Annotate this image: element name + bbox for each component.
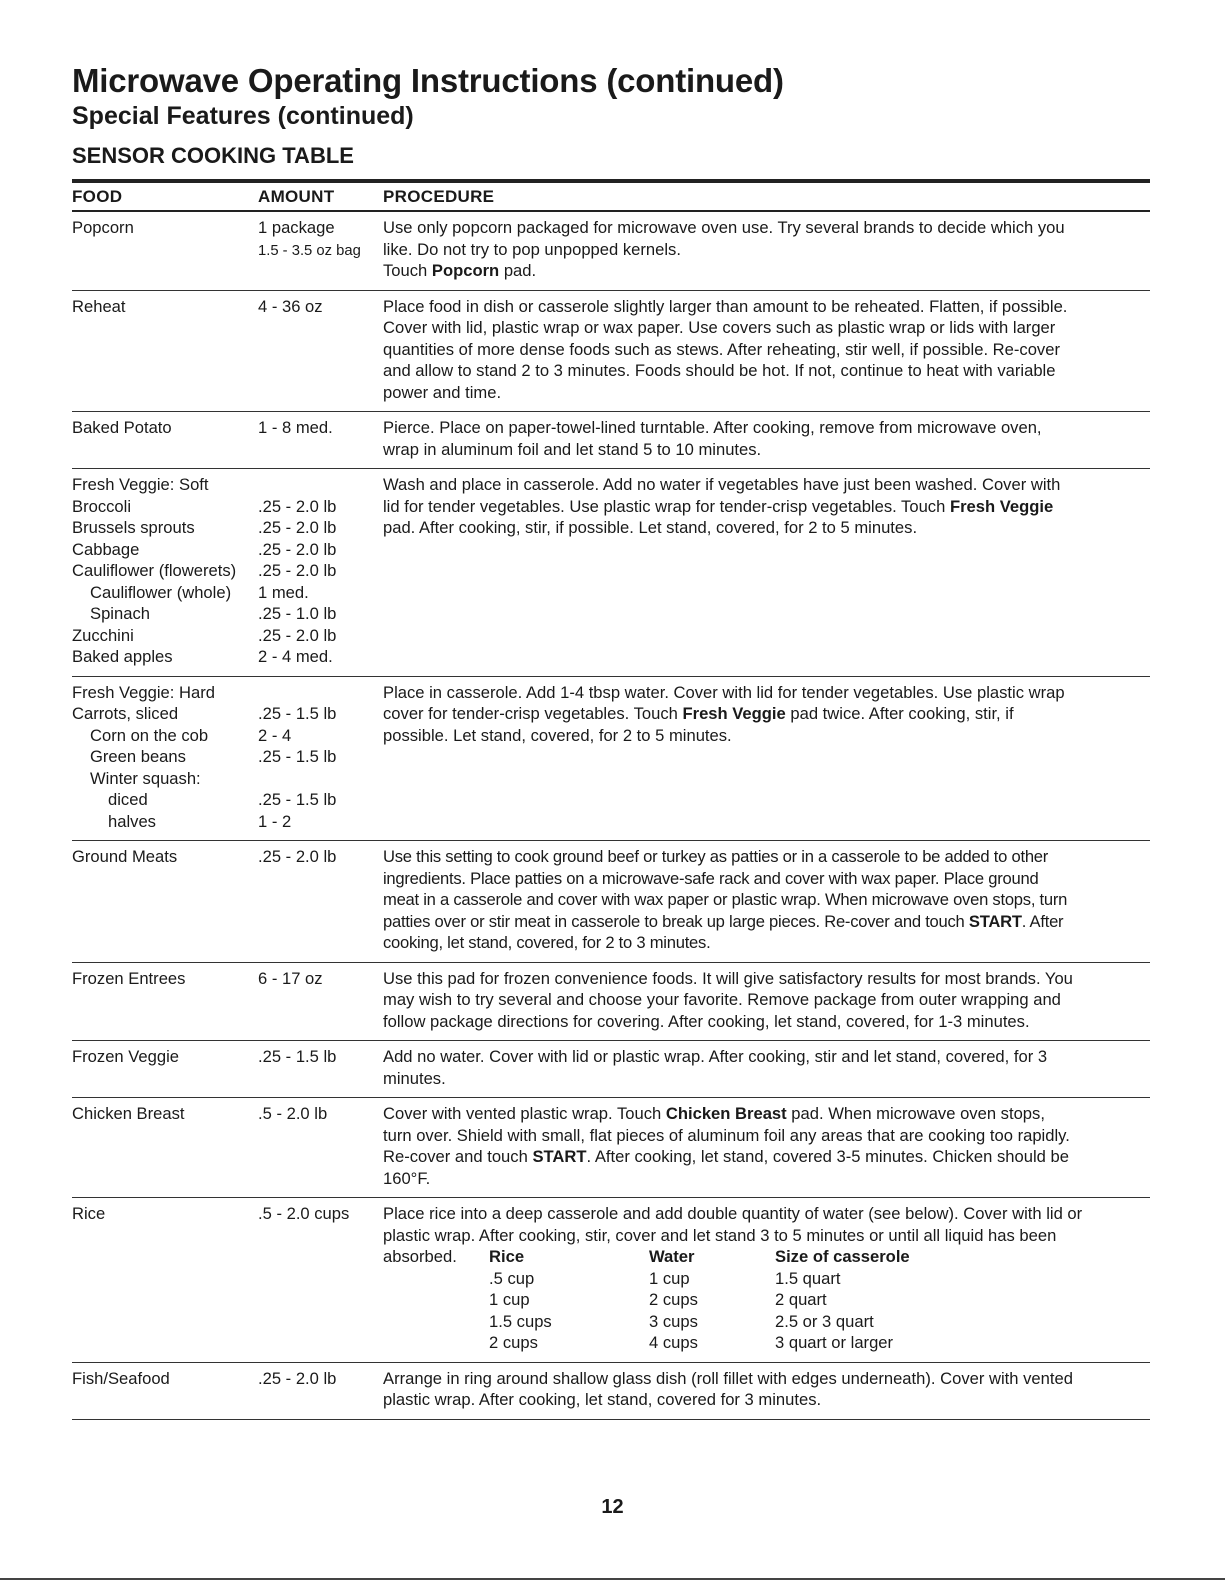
- rice-table-header: [383, 1246, 1150, 1268]
- food-name: Brussels sprouts: [72, 518, 195, 537]
- food-name: Baked Potato: [72, 418, 172, 437]
- procedure-line: ingredients. Place patties on a microwave-safe rack and cover with wax paper. Place ground: [383, 868, 1039, 888]
- amount: .5 - 2.0 lb: [258, 1104, 328, 1123]
- column-header-amount: AMOUNT: [258, 186, 335, 206]
- table-row-frozen-entrees: [72, 963, 1150, 1042]
- page-number: 12: [601, 1496, 624, 1518]
- casserole-size: 2 quart: [775, 1290, 827, 1309]
- rice-table-row: [383, 1289, 1150, 1311]
- procedure-line: Place food in dish or casserole slightly larger than amount to be reheated. Flatten, if possible.: [383, 296, 1068, 316]
- bottom-divider: [0, 1578, 1225, 1580]
- section-title: SENSOR COOKING TABLE: [72, 143, 354, 168]
- procedure-line: quantities of more dense foods such as stews. After reheating, stir well, if possible. Re-cover: [383, 339, 1060, 359]
- manual-page: [72, 62, 1150, 1420]
- procedure-line: minutes.: [383, 1068, 446, 1088]
- casserole-size: 2.5 or 3 quart: [775, 1311, 874, 1331]
- procedure-line: turn over. Shield with small, flat pieces of aluminum foil any areas that are cooking too rapidly.: [383, 1125, 1070, 1145]
- food-name: Rice: [72, 1204, 106, 1223]
- amount: .25 - 1.5 lb: [258, 790, 337, 809]
- table-row-rice: [72, 1198, 1150, 1363]
- start-pad-label: START: [968, 911, 1022, 931]
- table-row-baked-potato: [72, 412, 1150, 469]
- food-name: Frozen Entrees: [72, 968, 186, 988]
- procedure-line: Use this setting to cook ground beef or turkey as patties or in a casserole to be added to other: [383, 847, 1049, 866]
- amount: .25 - 2.0 lb: [258, 1368, 337, 1388]
- table-row-fish-seafood: [72, 1363, 1150, 1420]
- procedure-line: possible. Let stand, covered, for 2 to 5 minutes.: [383, 725, 732, 745]
- casserole-size: 3 quart or larger: [775, 1333, 894, 1352]
- rice-amount: .5 cup: [489, 1268, 535, 1288]
- rice-table-row: [383, 1311, 1150, 1333]
- procedure-line: follow package directions for covering. After cooking, let stand, covered, for 1-3 minutes.: [383, 1011, 1030, 1031]
- amount: [258, 474, 383, 496]
- amount: .25 - 1.5 lb: [258, 747, 337, 766]
- amount: [258, 768, 383, 790]
- rice-column-header: Rice: [489, 1247, 525, 1266]
- food-name: Ground Meats: [72, 847, 178, 866]
- amount: .25 - 1.5 lb: [258, 1047, 337, 1066]
- procedure-line: plastic wrap. After cooking, stir, cover and let stand 3 to 5 minutes or until all liquid has been: [383, 1225, 1057, 1245]
- amount: .25 - 2.0 lb: [258, 561, 337, 580]
- table-row-frozen-veggie: [72, 1041, 1150, 1098]
- table-row-fresh-veggie-hard: [72, 677, 1150, 842]
- procedure-line: Place rice into a deep casserole and add double quantity of water (see below). Cover with lid or: [383, 1204, 1083, 1223]
- amount: .25 - 2.0 lb: [258, 518, 337, 537]
- amount: 1 - 8 med.: [258, 418, 333, 437]
- amount: .25 - 1.5 lb: [258, 704, 337, 723]
- procedure-line: wrap in aluminum foil and let stand 5 to 10 minutes.: [383, 439, 762, 459]
- amount: 1 package: [258, 218, 335, 237]
- casserole-column-header: Size of casserole: [775, 1247, 910, 1266]
- food-name: Cauliflower (whole): [90, 582, 232, 602]
- page-subtitle: Special Features (continued): [72, 102, 414, 130]
- table-row-fresh-veggie-soft: [72, 469, 1150, 677]
- food-name: Frozen Veggie: [72, 1047, 180, 1066]
- procedure-line: Cover with lid, plastic wrap or wax paper. Use covers such as plastic wrap or lids with larger: [383, 318, 1056, 337]
- procedure-line: Cover with vented plastic wrap. Touch Chicken Breast pad. When microwave oven stops,: [383, 1104, 1045, 1123]
- fresh-veggie-pad-label: Fresh Veggie: [682, 704, 786, 723]
- procedure-line: plastic wrap. After cooking, let stand, covered for 3 minutes.: [383, 1390, 822, 1409]
- popcorn-pad-label: Popcorn: [431, 261, 500, 280]
- procedure-line: absorbed.: [383, 1247, 457, 1266]
- amount: 2 - 4 med.: [258, 647, 333, 666]
- water-amount: 2 cups: [649, 1290, 698, 1309]
- procedure-line: lid for tender vegetables. Use plastic wrap for tender-crisp vegetables. Touch Fresh Veggie: [383, 496, 1054, 516]
- start-pad-label: START: [532, 1147, 587, 1166]
- rice-table-row: [383, 1268, 1150, 1290]
- amount: .25 - 2.0 lb: [258, 847, 337, 866]
- procedure-line: and allow to stand 2 to 3 minutes. Foods should be hot. If not, continue to heat with variable: [383, 361, 1056, 380]
- rice-amount: 2 cups: [489, 1333, 538, 1352]
- food-name: diced: [108, 790, 148, 809]
- amount: .25 - 2.0 lb: [258, 539, 337, 559]
- water-amount: 1 cup: [649, 1268, 690, 1288]
- food-name: Winter squash:: [90, 768, 201, 788]
- water-amount: 4 cups: [649, 1333, 698, 1352]
- amount: 4 - 36 oz: [258, 296, 323, 316]
- table-row-ground-meats: [72, 841, 1150, 963]
- chicken-breast-pad-label: Chicken Breast: [665, 1104, 787, 1123]
- procedure-line: Use only popcorn packaged for microwave oven use. Try several brands to decide which you: [383, 218, 1065, 237]
- food-name: Fish/Seafood: [72, 1368, 170, 1388]
- procedure-line: cooking, let stand, covered, for 2 to 3 minutes.: [383, 933, 711, 952]
- food-name: Fresh Veggie: Hard: [72, 682, 215, 702]
- casserole-size: 1.5 quart: [775, 1268, 841, 1288]
- procedure-line: Re-cover and touch START. After cooking, let stand, covered 3-5 minutes. Chicken should be: [383, 1147, 1069, 1166]
- amount: 6 - 17 oz: [258, 968, 323, 988]
- water-column-header: Water: [649, 1247, 695, 1266]
- water-amount: 3 cups: [649, 1311, 698, 1331]
- procedure-line: Place in casserole. Add 1-4 tbsp water. Cover with lid for tender vegetables. Use plastic wrap: [383, 682, 1065, 702]
- procedure-line: Add no water. Cover with lid or plastic wrap. After cooking, stir and let stand, covered, for 3: [383, 1047, 1048, 1066]
- food-name: Corn on the cob: [90, 725, 209, 745]
- amount: .5 - 2.0 cups: [258, 1204, 350, 1223]
- amount: .25 - 1.0 lb: [258, 604, 337, 623]
- food-name: Spinach: [90, 604, 150, 623]
- food-name: Broccoli: [72, 496, 132, 516]
- amount: 1 - 2: [258, 811, 292, 831]
- procedure-line: pad. After cooking, stir, if possible. Let stand, covered, for 2 to 5 minutes.: [383, 518, 918, 537]
- amount: 1.5 - 3.5 oz bag: [258, 242, 361, 259]
- amount: .25 - 2.0 lb: [258, 496, 337, 516]
- procedure-line: Wash and place in casserole. Add no water if vegetables have just been washed. Cover with: [383, 475, 1061, 494]
- column-header-food: FOOD: [72, 186, 123, 206]
- column-header-procedure: PROCEDURE: [383, 186, 495, 206]
- amount: .25 - 2.0 lb: [258, 625, 337, 645]
- food-name: Zucchini: [72, 625, 134, 645]
- food-name: Cauliflower (flowerets): [72, 561, 237, 580]
- procedure-line: power and time.: [383, 382, 502, 402]
- rice-amount: 1 cup: [489, 1290, 530, 1309]
- food-name: Cabbage: [72, 539, 140, 559]
- procedure-line: cover for tender-crisp vegetables. Touch Fresh Veggie pad twice. After cooking, stir, if: [383, 704, 1014, 723]
- table-header: [72, 179, 1150, 212]
- food-name: Popcorn: [72, 218, 134, 237]
- procedure-line: Touch Popcorn pad.: [383, 261, 537, 280]
- food-name: Fresh Veggie: Soft: [72, 475, 209, 494]
- procedure-line: patties over or stir meat in casserole to break up large pieces. Re-cover and touch START. After: [383, 911, 1064, 931]
- table-row-reheat: [72, 291, 1150, 413]
- amount: [258, 682, 383, 704]
- procedure-line: Arrange in ring around shallow glass dish (roll fillet with edges underneath). Cover with vented: [383, 1368, 1073, 1388]
- table-row-chicken-breast: [72, 1098, 1150, 1198]
- procedure-line: meat in a casserole and cover with wax paper or plastic wrap. When microwave oven stops, turn: [383, 890, 1068, 909]
- food-name: Chicken Breast: [72, 1104, 185, 1123]
- procedure-line: 160°F.: [383, 1168, 431, 1188]
- rice-water-table: [383, 1246, 1150, 1354]
- procedure-line: Use this pad for frozen convenience foods. It will give satisfactory results for most brands. You: [383, 968, 1073, 988]
- food-name: Carrots, sliced: [72, 704, 179, 723]
- procedure-line: like. Do not try to pop unpopped kernels.: [383, 239, 681, 259]
- page-title: Microwave Operating Instructions (continued): [72, 62, 784, 99]
- table-row-popcorn: [72, 212, 1150, 291]
- food-name: Green beans: [90, 747, 186, 766]
- rice-table-row: [383, 1332, 1150, 1354]
- procedure-line: Pierce. Place on paper-towel-lined turntable. After cooking, remove from microwave oven,: [383, 418, 1042, 437]
- fresh-veggie-pad-label: Fresh Veggie: [949, 496, 1054, 516]
- food-name: Baked apples: [72, 647, 173, 666]
- food-name: Reheat: [72, 296, 126, 316]
- food-name: halves: [108, 811, 156, 831]
- amount: 2 - 4: [258, 725, 292, 745]
- rice-amount: 1.5 cups: [489, 1311, 552, 1331]
- amount: 1 med.: [258, 582, 309, 602]
- procedure-line: may wish to try several and choose your favorite. Remove package from outer wrapping and: [383, 990, 1061, 1009]
